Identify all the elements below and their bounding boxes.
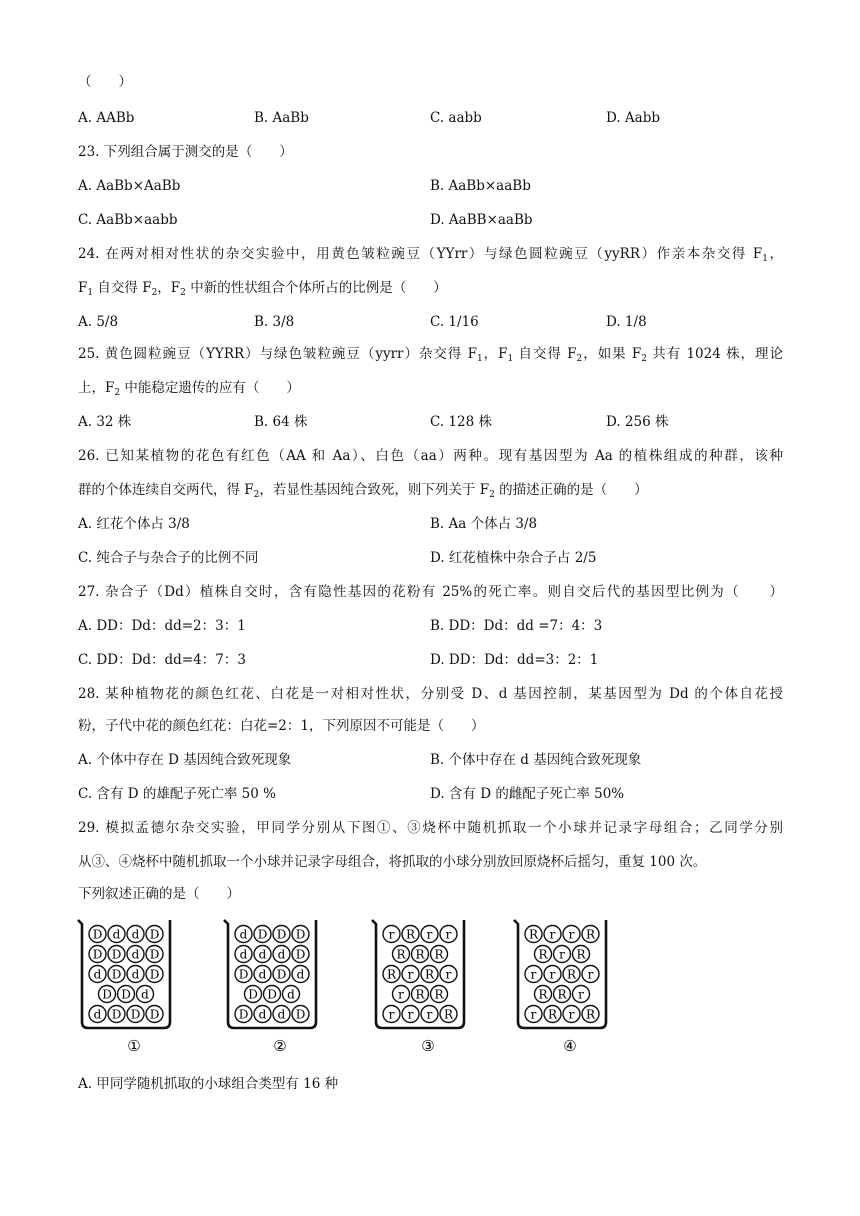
ball-letter: d bbox=[131, 947, 140, 962]
ball-letter: d bbox=[296, 967, 305, 982]
q23-option-c: C. AaBb×aabb bbox=[78, 212, 178, 228]
ball-letter: D bbox=[267, 987, 277, 1002]
ball-letter: D bbox=[111, 947, 122, 962]
q29-option-a: A. 甲同学随机抓取的小球组合类型有 16 种 bbox=[78, 1076, 339, 1092]
q24-option-d: D. 1/8 bbox=[606, 314, 647, 330]
ball-letter: R bbox=[538, 987, 548, 1002]
beaker-3 bbox=[372, 920, 464, 1055]
ball-letter: R bbox=[415, 947, 425, 962]
ball-letter: D bbox=[276, 927, 287, 942]
q29-stem-line3: 下列叙述正确的是（ ） bbox=[78, 886, 240, 902]
ball-letter: D bbox=[238, 967, 249, 982]
beaker-label: ③ bbox=[421, 1037, 435, 1055]
q25-option-b: B. 64 株 bbox=[254, 414, 308, 430]
ball-letter: D bbox=[121, 987, 131, 1002]
ball-letter: d bbox=[93, 1007, 102, 1022]
ball-letter: r bbox=[445, 927, 452, 942]
ball-letter: D bbox=[130, 1007, 141, 1022]
beaker-2 bbox=[224, 920, 316, 1055]
ball-letter: R bbox=[386, 967, 397, 982]
q25-stem-line2: 上，$F_2$ 中能稳定遗传的应有（ ） bbox=[78, 380, 300, 398]
ball-letter: d bbox=[239, 927, 248, 942]
ball-letter: R bbox=[547, 1007, 558, 1022]
ball-letter: D bbox=[92, 947, 103, 962]
ball-letter: D bbox=[248, 987, 258, 1002]
ball-letter: D bbox=[149, 927, 160, 942]
q27-option-d: D. DD：Dd：dd=3：2：1 bbox=[430, 652, 599, 668]
q25-option-c: C. 128 株 bbox=[430, 414, 492, 430]
ball-letter: D bbox=[111, 967, 122, 982]
ball-letter: D bbox=[149, 1007, 160, 1022]
ball-letter: R bbox=[585, 927, 596, 942]
ball-letter: d bbox=[112, 927, 121, 942]
q25-option-a: A. 32 株 bbox=[78, 414, 132, 430]
ball-letter: D bbox=[295, 1007, 306, 1022]
ball-letter: r bbox=[426, 1007, 433, 1022]
ball-letter: D bbox=[102, 987, 112, 1002]
ball-letter: d bbox=[131, 927, 140, 942]
ball-letter: r bbox=[407, 967, 414, 982]
ball-letter: D bbox=[92, 927, 103, 942]
ball-letter: R bbox=[538, 947, 548, 962]
ball-letter: D bbox=[238, 1007, 249, 1022]
ball-letter: R bbox=[424, 967, 435, 982]
ball-letter: D bbox=[111, 1007, 122, 1022]
q26-stem-line2: 群的个体连续自交两代，得 $F_2$，若显性基因纯合致死，则下列关于 $F_2$ 的描述正确的是（ ） bbox=[78, 482, 648, 500]
ball-letter: D bbox=[295, 927, 306, 942]
q23-stem: 23. 下列组合属于测交的是（ ） bbox=[78, 144, 293, 160]
q27-stem: 27. 杂合子（Dd）植株自交时，含有隐性基因的花粉有 25%的死亡率。则自交后代的基因型比例为（ ） bbox=[78, 584, 783, 600]
ball-letter: r bbox=[587, 967, 594, 982]
ball-letter: d bbox=[131, 967, 140, 982]
ball-letter: r bbox=[549, 927, 556, 942]
ball-letter: r bbox=[530, 1007, 537, 1022]
q22-option-d: D. Aabb bbox=[606, 110, 661, 126]
q23-option-b: B. AaBb×aaBb bbox=[430, 178, 531, 194]
q24-stem-line2: $F_1$ 自交得 $F_2$，$F_2$ 中新的性状组合个体所占的比例是（ ） bbox=[78, 280, 447, 298]
beaker-1 bbox=[78, 920, 170, 1055]
ball-letter: D bbox=[295, 947, 306, 962]
q24-option-b: B. 3/8 bbox=[254, 314, 295, 330]
ball-letter: r bbox=[398, 987, 404, 1002]
q22-option-a: A. AABb bbox=[78, 110, 135, 126]
ball-letter: r bbox=[388, 1007, 395, 1022]
ball-letter: d bbox=[93, 967, 102, 982]
ball-letter: d bbox=[258, 1007, 267, 1022]
q27-option-b: B. DD：Dd：dd =7：4：3 bbox=[430, 618, 603, 634]
ball-letter: R bbox=[585, 1007, 596, 1022]
ball-letter: r bbox=[388, 927, 395, 942]
q28-stem-line2: 粉，子代中花的颜色红花：白花=2：1，下列原因不可能是（ ） bbox=[78, 718, 485, 734]
ball-letter: r bbox=[559, 947, 565, 962]
ball-letter: R bbox=[566, 967, 577, 982]
q24-stem-line1: 24. 在两对相对性状的杂交实验中，用黄色皱粒豌豆（YYrr）与绿色圆粒豌豆（yyRR）作亲本杂交得 $F_1$， bbox=[78, 246, 783, 264]
ball-letter: r bbox=[578, 987, 584, 1002]
ball-letter: R bbox=[576, 947, 586, 962]
q22-stem-tail: （ ） bbox=[78, 74, 132, 90]
ball-letter: r bbox=[549, 967, 556, 982]
ball-letter: d bbox=[258, 947, 267, 962]
q24-option-c: C. 1/16 bbox=[430, 314, 479, 330]
beaker-label: ② bbox=[273, 1037, 287, 1055]
ball-letter: r bbox=[568, 927, 575, 942]
q28-option-c: C. 含有 D 的雄配子死亡率 50 % bbox=[78, 786, 276, 802]
beaker-label: ① bbox=[127, 1037, 141, 1055]
q28-option-d: D. 含有 D 的雌配子死亡率 50% bbox=[430, 786, 625, 802]
ball-letter: D bbox=[257, 927, 268, 942]
ball-letter: r bbox=[407, 1007, 414, 1022]
ball-letter: D bbox=[149, 947, 160, 962]
beaker-4 bbox=[514, 920, 606, 1055]
ball-letter: R bbox=[434, 947, 444, 962]
q22-option-c: C. aabb bbox=[430, 110, 482, 126]
ball-letter: R bbox=[443, 1007, 454, 1022]
ball-letter: d bbox=[287, 987, 295, 1002]
q25-option-d: D. 256 株 bbox=[606, 414, 669, 430]
q26-option-c: C. 纯合子与杂合子的比例不同 bbox=[78, 550, 259, 566]
q26-option-a: A. 红花个体占 3/8 bbox=[78, 516, 190, 532]
ball-letter: R bbox=[415, 987, 425, 1002]
beaker-figure bbox=[72, 908, 612, 1058]
ball-letter: R bbox=[557, 987, 567, 1002]
ball-letter: R bbox=[434, 987, 444, 1002]
q22-option-b: B. AaBb bbox=[254, 110, 309, 126]
q28-option-a: A. 个体中存在 D 基因纯合致死现象 bbox=[78, 752, 292, 768]
q23-option-a: A. AaBb×AaBb bbox=[78, 178, 181, 194]
ball-letter: r bbox=[568, 1007, 575, 1022]
ball-letter: D bbox=[149, 967, 160, 982]
ball-letter: d bbox=[277, 947, 286, 962]
q27-option-a: A. DD：Dd：dd=2：3：1 bbox=[78, 618, 246, 634]
ball-letter: r bbox=[445, 967, 452, 982]
q28-stem-line1: 28. 某种植物花的颜色红花、白花是一对相对性状，分别受 D、d 基因控制，某基因型为 Dd 的个体自花授 bbox=[78, 686, 783, 702]
ball-letter: R bbox=[396, 947, 406, 962]
q26-stem-line1: 26. 已知某植物的花色有红色（AA 和 Aa）、白色（aa）两种。现有基因型为 Aa 的植株组成的种群，该种 bbox=[78, 448, 783, 464]
q26-option-b: B. Aa 个体占 3/8 bbox=[430, 516, 538, 532]
ball-letter: R bbox=[405, 927, 416, 942]
ball-letter: r bbox=[530, 967, 537, 982]
ball-letter: d bbox=[239, 947, 248, 962]
ball-letter: d bbox=[258, 967, 267, 982]
q25-stem-line1: 25. 黄色圆粒豌豆（YYRR）与绿色皱粒豌豆（yyrr）杂交得 $F_1$，$F_1$ 自交得 $F_2$，如果 $F_2$ 共有 1024 株，理论 bbox=[78, 346, 783, 364]
q27-option-c: C. DD：Dd：dd=4：7：3 bbox=[78, 652, 246, 668]
q28-option-b: B. 个体中存在 d 基因纯合致死现象 bbox=[430, 752, 642, 768]
ball-letter: D bbox=[276, 967, 287, 982]
ball-letter: d bbox=[141, 987, 149, 1002]
q29-stem-line1: 29. 模拟孟德尔杂交实验，甲同学分别从下图①、③烧杯中随机抓取一个小球并记录字母组合；乙同学分别 bbox=[78, 820, 783, 836]
q23-option-d: D. AaBB×aaBb bbox=[430, 212, 533, 228]
ball-letter: r bbox=[426, 927, 433, 942]
beaker-label: ④ bbox=[563, 1037, 577, 1055]
ball-letter: R bbox=[528, 927, 539, 942]
q29-stem-line2: 从③、④烧杯中随机抓取一个小球并记录字母组合，将抓取的小球分别放回原烧杯后摇匀，重复 100 次。 bbox=[78, 854, 707, 870]
q24-option-a: A. 5/8 bbox=[78, 314, 119, 330]
q26-option-d: D. 红花植株中杂合子占 2/5 bbox=[430, 550, 597, 566]
ball-letter: d bbox=[277, 1007, 286, 1022]
